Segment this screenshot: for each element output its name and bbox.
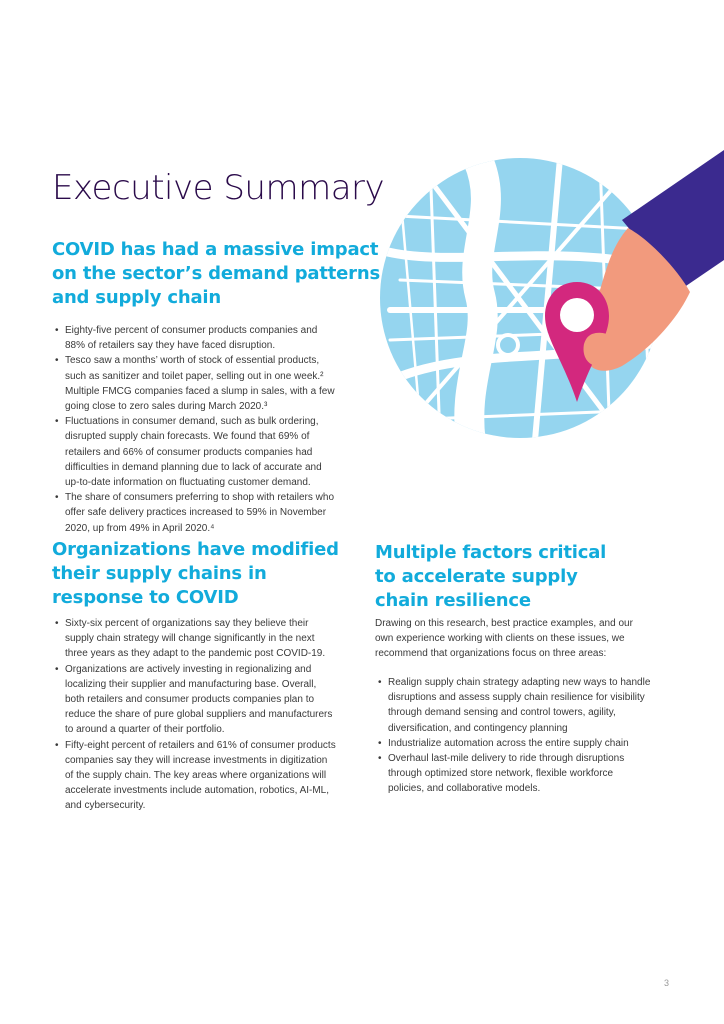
section3-heading [375, 541, 606, 613]
heading-line: and supply chain [52, 287, 221, 308]
bullet-item: • Industrialize automation across the entire supply chain [376, 736, 686, 751]
page-title: Executive Summary [52, 168, 385, 208]
bullet-item: • Organizations are actively investing in regionalizing and localizing their supplier and manufacturing base. Overall, both retailers and consumer products companies plan to reduce the share of pure global suppliers and manufacturers to around a quarter of their portfolio. [53, 662, 365, 738]
section3-bullet-list [376, 675, 686, 797]
section1-bullet-list [53, 323, 365, 536]
page-number: 3 [664, 978, 670, 988]
heading-line: Multiple factors critical [375, 542, 607, 563]
section2-bullet-list [53, 616, 365, 814]
section2-heading [52, 538, 339, 610]
heading-line: chain resilience [375, 590, 531, 611]
bullet-item: • Fluctuations in consumer demand, such as bulk ordering, disrupted supply chain forecasts. We found that 69% of retailers and 66% of consumer products companies had difficulties in demand planning due to lack of accurate and up-to-date information on fluctuating customer demand. [53, 414, 365, 490]
section3-intro: Drawing on this research, best practice examples, and our own experience working with clients on these issues, we recommend that organizations focus on three areas: [375, 618, 633, 660]
bullet-item: • Overhaul last-mile delivery to ride through disruptions through optimized store network, flexible workforce policies, and collaborative models. [376, 751, 686, 797]
bullet-item: • Eighty-five percent of consumer products companies and 88% of retailers say they have faced disruption. [53, 323, 365, 353]
heading-line: Organizations have modified [52, 539, 339, 560]
bullet-item: • Fifty-eight percent of retailers and 61% of consumer products companies say they will increase investments in digitization of the supply chain. The key areas where organizations will accelerate investments include automation, robotics, AI-ML, and cybersecurity. [53, 738, 365, 814]
heading-line: to accelerate supply [375, 566, 578, 587]
globe-map-illustration [360, 120, 724, 450]
heading-line: on the sector’s demand patterns [52, 263, 380, 284]
heading-line: response to COVID [52, 587, 239, 608]
bullet-item: • Tesco saw a months’ worth of stock of essential products, such as sanitizer and toilet paper, selling out in one week.² Multiple FMCG companies faced a slump in sales, with a few going close to zero sales during March 2020.³ [53, 353, 365, 414]
bullet-item: • Realign supply chain strategy adapting new ways to handle disruptions and assess supply chain resilience for visibility through demand sensing and control towers, agility, diversification, and contingency planning [376, 675, 686, 736]
section1-heading [52, 238, 380, 310]
heading-line: their supply chains in [52, 563, 267, 584]
heading-line: COVID has had a massive impact [52, 239, 379, 260]
bullet-item: • Sixty-six percent of organizations say they believe their supply chain strategy will change significantly in the next three years as they adapt to the pandemic post COVID-19. [53, 616, 365, 662]
bullet-item: • The share of consumers preferring to shop with retailers who offer safe delivery practices increased to 59% in November 2020, up from 49% in April 2020.⁴ [53, 490, 365, 536]
